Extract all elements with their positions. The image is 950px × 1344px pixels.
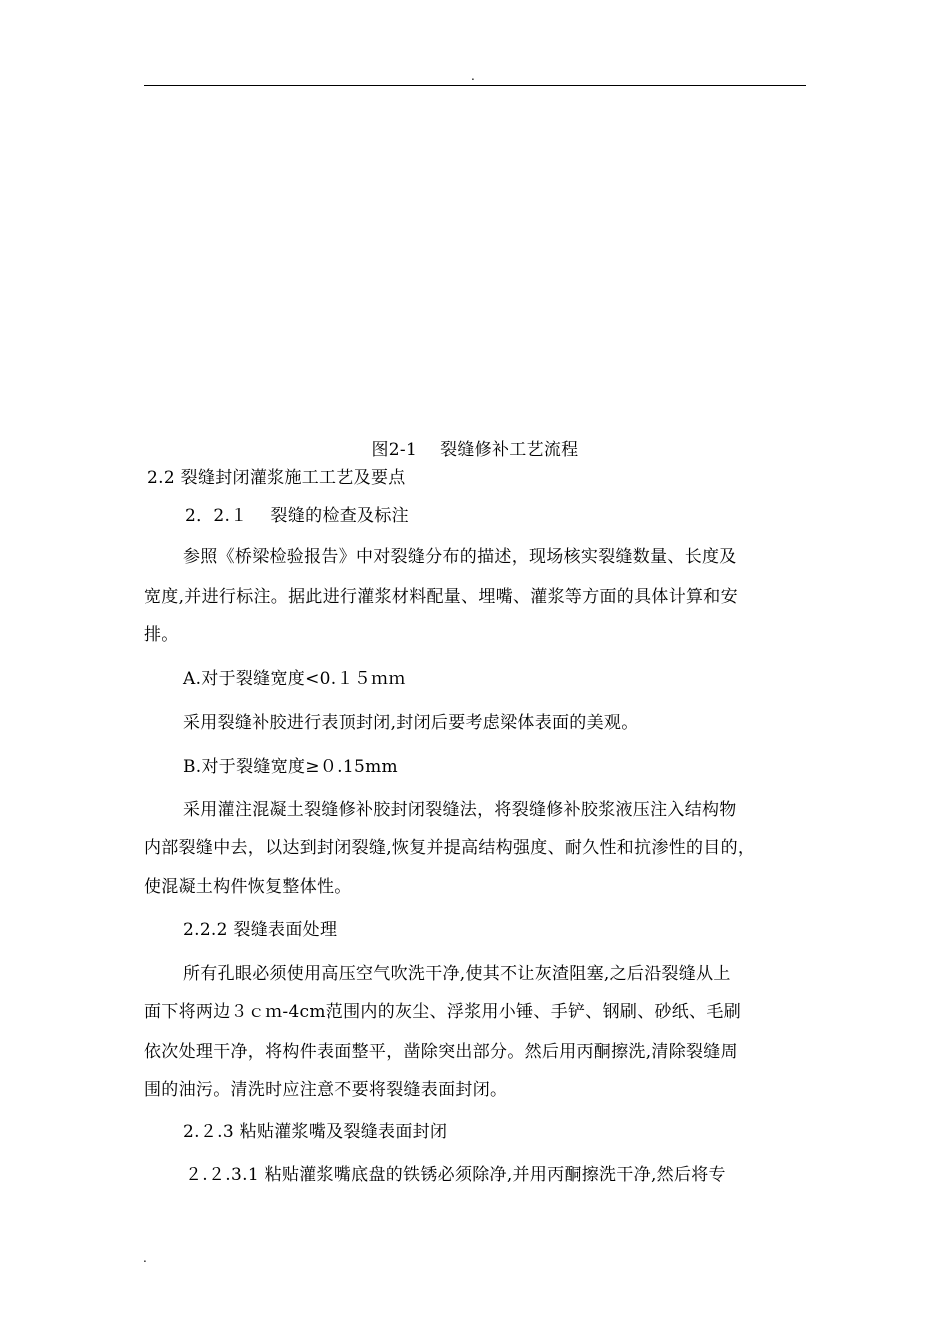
section-2-2-3-1-line: ２.２.3.1 粘贴灌浆嘴底盘的铁锈必须除净,并用丙酮擦洗干净,然后将专 bbox=[185, 1165, 726, 1185]
paragraph-line: 参照《桥梁检验报告》中对裂缝分布的描述，现场核实裂缝数量、长度及 bbox=[183, 547, 737, 567]
paragraph-line: 所有孔眼必须使用高压空气吹洗干净,使其不让灰渣阻塞,之后沿裂缝从上 bbox=[183, 964, 731, 984]
header-mark: . bbox=[471, 69, 475, 83]
paragraph-line: 排。 bbox=[144, 625, 179, 645]
footer-mark: . bbox=[143, 1251, 147, 1265]
figure-caption: 图2-1 裂缝修补工艺流程 bbox=[371, 440, 579, 460]
paragraph-line: 内部裂缝中去，以达到封闭裂缝,恢复并提高结构强度、耐久性和抗渗性的目的， bbox=[144, 838, 756, 858]
paragraph-line: 面下将两边３ｃｍ-4cm范围内的灰尘、浮浆用小锤、手铲、钢刷、砂纸、毛刷 bbox=[144, 1002, 741, 1022]
paragraph-line: 依次处理干净，将构件表面整平，凿除突出部分。然后用丙酮擦洗,清除裂缝周 bbox=[144, 1042, 738, 1062]
item-a-label: A.对于裂缝宽度<0.１５ｍｍ bbox=[183, 669, 406, 689]
paragraph-line: 使混凝土构件恢复整体性。 bbox=[144, 877, 352, 897]
figure-area bbox=[144, 92, 806, 432]
section-2-2-heading: 2.2 裂缝封闭灌浆施工工艺及要点 bbox=[147, 468, 406, 488]
section-2-2-2-heading: 2.2.2 裂缝表面处理 bbox=[183, 920, 338, 940]
paragraph-line: 采用灌注混凝土裂缝修补胶封闭裂缝法，将裂缝修补胶浆液压注入结构物 bbox=[183, 800, 737, 820]
paragraph-line: 宽度,并进行标注。据此进行灌浆材料配量、埋嘴、灌浆等方面的具体计算和安 bbox=[144, 587, 738, 607]
item-b-label: B.对于裂缝宽度≥０.15mm bbox=[183, 757, 398, 777]
item-a-text: 采用裂缝补胶进行表顶封闭,封闭后要考虑梁体表面的美观。 bbox=[183, 713, 639, 733]
section-2-2-3-heading: 2.２.3 粘贴灌浆嘴及裂缝表面封闭 bbox=[183, 1122, 448, 1142]
section-2-2-1-heading: 2．2.１ 裂缝的检查及标注 bbox=[185, 506, 409, 526]
paragraph-line: 围的油污。清洗时应注意不要将裂缝表面封闭。 bbox=[144, 1080, 508, 1100]
header-rule bbox=[144, 85, 806, 86]
